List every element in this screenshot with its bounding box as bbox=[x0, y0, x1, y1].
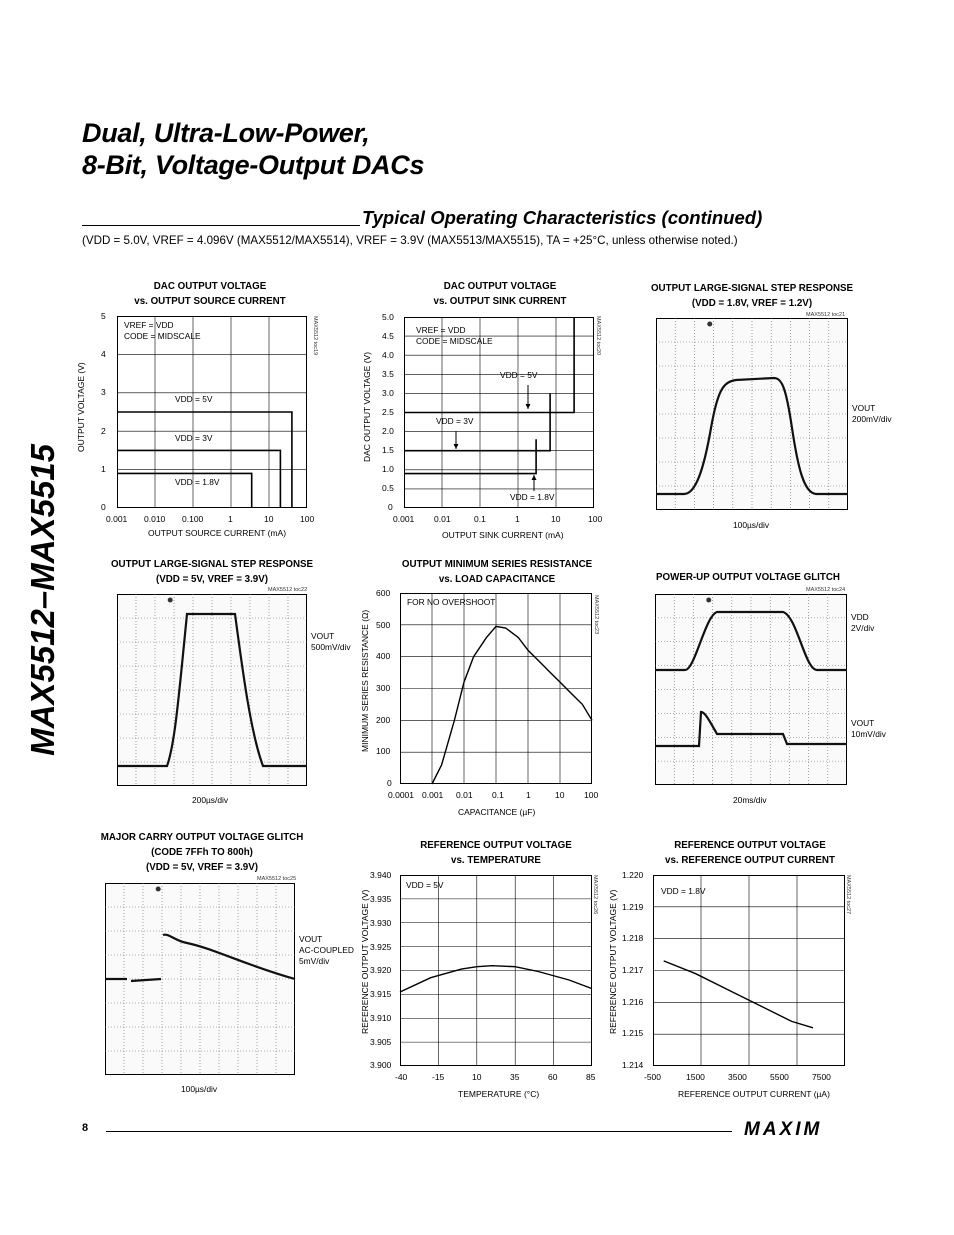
c25-title bbox=[100, 830, 305, 875]
c22-code: MAX5512 toc22 bbox=[268, 587, 308, 593]
c20-xtick: 100 bbox=[588, 514, 603, 524]
c20-ytick: 2.0 bbox=[382, 426, 394, 436]
c19-ann-line1: VREF = VDD bbox=[124, 320, 174, 330]
c20-title-line1: DAC OUTPUT VOLTAGE bbox=[443, 281, 557, 292]
c19-code: MAX5512 toc19 bbox=[312, 316, 318, 356]
c23-ytick: 100 bbox=[376, 746, 391, 756]
side-part-number bbox=[24, 210, 62, 990]
c20-arrow-5v-head bbox=[526, 404, 531, 409]
c25-title-line2: (CODE 7FFh TO 800h) bbox=[151, 847, 253, 858]
c27-title-line2: vs. REFERENCE OUTPUT CURRENT bbox=[665, 855, 835, 866]
c19-ylabel: OUTPUT VOLTAGE (V) bbox=[76, 362, 86, 452]
c27-title-line1: REFERENCE OUTPUT VOLTAGE bbox=[674, 840, 826, 851]
test-conditions: (VDD = 5.0V, VREF = 4.096V (MAX5512/MAX5514), VREF = 3.9V (MAX5513/MAX5515), TA = +25°C, unless otherwise noted.) bbox=[82, 234, 738, 247]
c22-time-scale: 200µs/div bbox=[192, 795, 229, 805]
side-part-number-text: MAX5512–MAX5515 bbox=[24, 444, 61, 756]
footer-rule bbox=[106, 1131, 732, 1132]
c23-xtick: 0.0001 bbox=[388, 790, 414, 800]
c26-ytick: 3.935 bbox=[370, 894, 392, 904]
c25-code: MAX5512 toc25 bbox=[257, 876, 297, 882]
c20-ytick: 1.0 bbox=[382, 464, 394, 474]
c19-ytick: 3 bbox=[101, 387, 106, 397]
c23-title bbox=[398, 557, 595, 587]
c19-ytick: 2 bbox=[101, 426, 106, 436]
c26-xtick: -40 bbox=[395, 1072, 408, 1082]
c23-series-0 bbox=[432, 626, 592, 784]
c19-ytick: 0 bbox=[101, 502, 106, 512]
trigger-marker bbox=[707, 322, 712, 327]
c19-ann-line2: CODE = MIDSCALE bbox=[124, 331, 201, 341]
c20-ann-line2: CODE = MIDSCALE bbox=[416, 336, 493, 346]
c23-xlabel: CAPACITANCE (µF) bbox=[458, 807, 536, 817]
c22-title-line2: (VDD = 5V, VREF = 3.9V) bbox=[155, 574, 269, 585]
c27-annotation: VDD = 1.8V bbox=[661, 886, 706, 896]
page-number: 8 bbox=[82, 1122, 89, 1134]
c27-xtick: -500 bbox=[644, 1072, 662, 1082]
c23-ytick: 300 bbox=[376, 683, 391, 693]
c27-ytick: 1.220 bbox=[622, 870, 644, 880]
c21-trace-name: VOUT bbox=[852, 403, 876, 413]
c23-ylabel: MINIMUM SERIES RESISTANCE (Ω) bbox=[360, 609, 370, 752]
c20-ytick: 3.0 bbox=[382, 388, 394, 398]
c19-annotation bbox=[124, 320, 201, 342]
c27-title bbox=[647, 838, 854, 868]
c26-ytick: 3.900 bbox=[370, 1060, 392, 1070]
c19-ytick: 1 bbox=[101, 464, 106, 474]
scope-trace-0 bbox=[655, 612, 847, 670]
c26-series-0 bbox=[400, 966, 592, 992]
document-title-line-2: 8-Bit, Voltage-Output DACs bbox=[82, 150, 425, 180]
c20-ytick: 1.5 bbox=[382, 445, 394, 455]
c26-ytick: 3.905 bbox=[370, 1037, 392, 1047]
c19-xtick: 10 bbox=[264, 514, 274, 524]
maxim-logo: MAXIM bbox=[744, 1119, 823, 1140]
c27-ytick: 1.214 bbox=[622, 1060, 644, 1070]
c26-ytick: 3.910 bbox=[370, 1013, 392, 1023]
c23-xtick: 0.1 bbox=[492, 790, 504, 800]
c23-xtick: 100 bbox=[584, 790, 599, 800]
c19-label-5v: VDD = 5V bbox=[175, 394, 213, 404]
c26-ytick: 3.920 bbox=[370, 965, 392, 975]
c26-title-line1: REFERENCE OUTPUT VOLTAGE bbox=[420, 840, 572, 851]
section-heading: Typical Operating Characteristics (continued) bbox=[362, 207, 763, 228]
c19-xtick: 100 bbox=[300, 514, 315, 524]
document-title-line-1: Dual, Ultra-Low-Power, bbox=[82, 118, 370, 148]
c24-code: MAX5512 toc24 bbox=[806, 587, 846, 593]
c27-ytick: 1.216 bbox=[622, 997, 644, 1007]
c26-ytick: 3.915 bbox=[370, 989, 392, 999]
c27-xtick: 7500 bbox=[812, 1072, 831, 1082]
c20-annotation bbox=[416, 325, 493, 347]
c27-ytick: 1.219 bbox=[622, 902, 644, 912]
c25-trace-name: VOUT bbox=[299, 934, 323, 944]
c26-xlabel: TEMPERATURE (°C) bbox=[458, 1089, 540, 1099]
c27-curve bbox=[653, 875, 845, 1066]
c25-trace-label bbox=[299, 934, 354, 967]
c20-ylabel: DAC OUTPUT VOLTAGE (V) bbox=[362, 351, 372, 462]
c19-xlabel: OUTPUT SOURCE CURRENT (mA) bbox=[148, 528, 287, 538]
c24-time-scale: 20ms/div bbox=[733, 795, 767, 805]
c27-ytick: 1.218 bbox=[622, 933, 644, 943]
c20-ytick: 4.0 bbox=[382, 350, 394, 360]
c21-scope-traces bbox=[656, 318, 848, 510]
c23-xtick: 1 bbox=[526, 790, 531, 800]
c27-xtick: 3500 bbox=[728, 1072, 747, 1082]
c20-title-line2: vs. OUTPUT SINK CURRENT bbox=[433, 296, 567, 307]
c19-xtick: 0.001 bbox=[106, 514, 128, 524]
c19-xtick: 1 bbox=[228, 514, 233, 524]
c25-trace-coupling: AC-COUPLED bbox=[299, 945, 354, 955]
c23-code: MAX5512 toc23 bbox=[593, 595, 599, 635]
c23-ytick: 400 bbox=[376, 651, 391, 661]
c25-scope-traces bbox=[105, 883, 295, 1075]
c21-trace-scale: 200mV/div bbox=[852, 414, 892, 424]
c21-trace-label bbox=[852, 403, 892, 425]
c26-title bbox=[411, 838, 580, 868]
trigger-marker bbox=[168, 598, 173, 603]
c26-xtick: 35 bbox=[510, 1072, 520, 1082]
section-rule bbox=[82, 225, 360, 226]
c27-xtick: 1500 bbox=[686, 1072, 705, 1082]
c25-trace-scale: 5mV/div bbox=[299, 956, 330, 966]
c23-ytick: 600 bbox=[376, 588, 391, 598]
c20-ytick: 5.0 bbox=[382, 312, 394, 322]
c26-xtick: 60 bbox=[548, 1072, 558, 1082]
c19-xtick: 0.010 bbox=[144, 514, 166, 524]
c27-xlabel: REFERENCE OUTPUT CURRENT (µA) bbox=[678, 1089, 830, 1099]
c20-xtick: 0.01 bbox=[434, 514, 451, 524]
trigger-marker bbox=[156, 887, 161, 892]
c25-title-line3: (VDD = 5V, VREF = 3.9V) bbox=[145, 862, 259, 873]
c25-title-line1: MAJOR CARRY OUTPUT VOLTAGE GLITCH bbox=[100, 832, 304, 843]
scope-trace-0 bbox=[105, 935, 295, 981]
c22-scope-traces bbox=[117, 594, 307, 786]
c23-ytick: 500 bbox=[376, 620, 391, 630]
c26-ytick: 3.930 bbox=[370, 918, 392, 928]
c20-ann-line1: VREF = VDD bbox=[416, 325, 466, 335]
c26-xtick: -15 bbox=[432, 1072, 445, 1082]
c24-title bbox=[654, 570, 842, 585]
c20-xtick: 1 bbox=[515, 514, 520, 524]
c23-xtick: 10 bbox=[555, 790, 565, 800]
c23-curve bbox=[400, 593, 592, 784]
c24-title-line1: POWER-UP OUTPUT VOLTAGE GLITCH bbox=[656, 572, 840, 583]
c21-title-line2: (VDD = 1.8V, VREF = 1.2V) bbox=[691, 298, 813, 309]
c20-title bbox=[415, 279, 584, 309]
c27-ytick: 1.215 bbox=[622, 1028, 644, 1038]
c20-label-1v8: VDD = 1.8V bbox=[510, 492, 555, 502]
c27-ylabel: REFERENCE OUTPUT VOLTAGE (V) bbox=[608, 889, 618, 1034]
c26-title-line2: vs. TEMPERATURE bbox=[451, 855, 541, 866]
c23-annotation: FOR NO OVERSHOOT bbox=[407, 597, 496, 607]
c26-code: MAX5512 toc26 bbox=[592, 875, 598, 915]
c27-series-0 bbox=[664, 961, 813, 1028]
c26-ytick: 3.925 bbox=[370, 942, 392, 952]
c23-xtick: 0.01 bbox=[456, 790, 473, 800]
c20-xtick: 10 bbox=[551, 514, 561, 524]
c20-ytick: 2.5 bbox=[382, 407, 394, 417]
c26-ylabel: REFERENCE OUTPUT VOLTAGE (V) bbox=[360, 889, 370, 1034]
c20-ytick: 3.5 bbox=[382, 369, 394, 379]
c20-arrow-1v8-head bbox=[532, 475, 537, 480]
c25-time-scale: 100µs/div bbox=[181, 1084, 218, 1094]
c20-code: MAX5512 toc20 bbox=[595, 316, 601, 356]
c23-ytick: 200 bbox=[376, 715, 391, 725]
c24-trace2-name: VOUT bbox=[851, 718, 875, 728]
c27-code: MAX5512 toc27 bbox=[845, 875, 851, 915]
c26-xtick: 85 bbox=[586, 1072, 596, 1082]
c22-title-line1: OUTPUT LARGE-SIGNAL STEP RESPONSE bbox=[110, 559, 314, 570]
c20-xtick: 0.1 bbox=[474, 514, 486, 524]
c22-trace-scale: 500mV/div bbox=[311, 642, 351, 652]
c22-trace-name: VOUT bbox=[311, 631, 335, 641]
c23-ytick: 0 bbox=[387, 778, 392, 788]
c19-title-line2: vs. OUTPUT SOURCE CURRENT bbox=[134, 296, 286, 307]
c20-xtick: 0.001 bbox=[393, 514, 415, 524]
c21-title bbox=[650, 281, 855, 311]
c19-ytick: 4 bbox=[101, 349, 106, 359]
c24-trace2-label bbox=[851, 718, 886, 740]
c20-xlabel: OUTPUT SINK CURRENT (mA) bbox=[442, 530, 564, 540]
c20-ytick: 0 bbox=[388, 502, 393, 512]
c27-ytick: 1.217 bbox=[622, 965, 644, 975]
c20-ytick: 4.5 bbox=[382, 331, 394, 341]
c22-trace-label bbox=[311, 631, 351, 653]
c19-ytick: 5 bbox=[101, 311, 106, 321]
c26-ytick: 3.940 bbox=[370, 870, 392, 880]
c21-code: MAX5512 toc21 bbox=[806, 312, 846, 318]
c26-curve bbox=[400, 875, 592, 1066]
c20-arrow-3v-head bbox=[454, 444, 459, 449]
trigger-marker bbox=[706, 598, 711, 603]
c24-trace1-label bbox=[851, 612, 874, 634]
c21-title-line1: OUTPUT LARGE-SIGNAL STEP RESPONSE bbox=[650, 283, 854, 294]
c19-xtick: 0.100 bbox=[182, 514, 204, 524]
c20-ytick: 0.5 bbox=[382, 483, 394, 493]
c24-trace1-scale: 2V/div bbox=[851, 623, 875, 633]
c20-label-3v: VDD = 3V bbox=[436, 416, 474, 426]
c24-trace1-name: VDD bbox=[851, 612, 869, 622]
c24-scope-traces bbox=[655, 594, 847, 785]
c19-series-0 bbox=[117, 412, 292, 508]
c23-title-line1: OUTPUT MINIMUM SERIES RESISTANCE bbox=[401, 559, 593, 570]
c21-time-scale: 100µs/div bbox=[733, 520, 770, 530]
c26-xtick: 10 bbox=[472, 1072, 482, 1082]
c26-annotation: VDD = 5V bbox=[406, 880, 444, 890]
c19-title bbox=[125, 279, 294, 309]
c19-label-3v: VDD = 3V bbox=[175, 433, 213, 443]
c23-title-line2: vs. LOAD CAPACITANCE bbox=[438, 574, 556, 585]
c27-xtick: 5500 bbox=[770, 1072, 789, 1082]
c24-trace2-scale: 10mV/div bbox=[851, 729, 886, 739]
c19-title-line1: DAC OUTPUT VOLTAGE bbox=[153, 281, 267, 292]
c23-xtick: 0.001 bbox=[422, 790, 444, 800]
c20-series-2 bbox=[404, 439, 536, 473]
c20-label-5v: VDD = 5V bbox=[500, 370, 538, 380]
c19-label-1v8: VDD = 1.8V bbox=[175, 477, 220, 487]
c22-title bbox=[110, 557, 315, 587]
